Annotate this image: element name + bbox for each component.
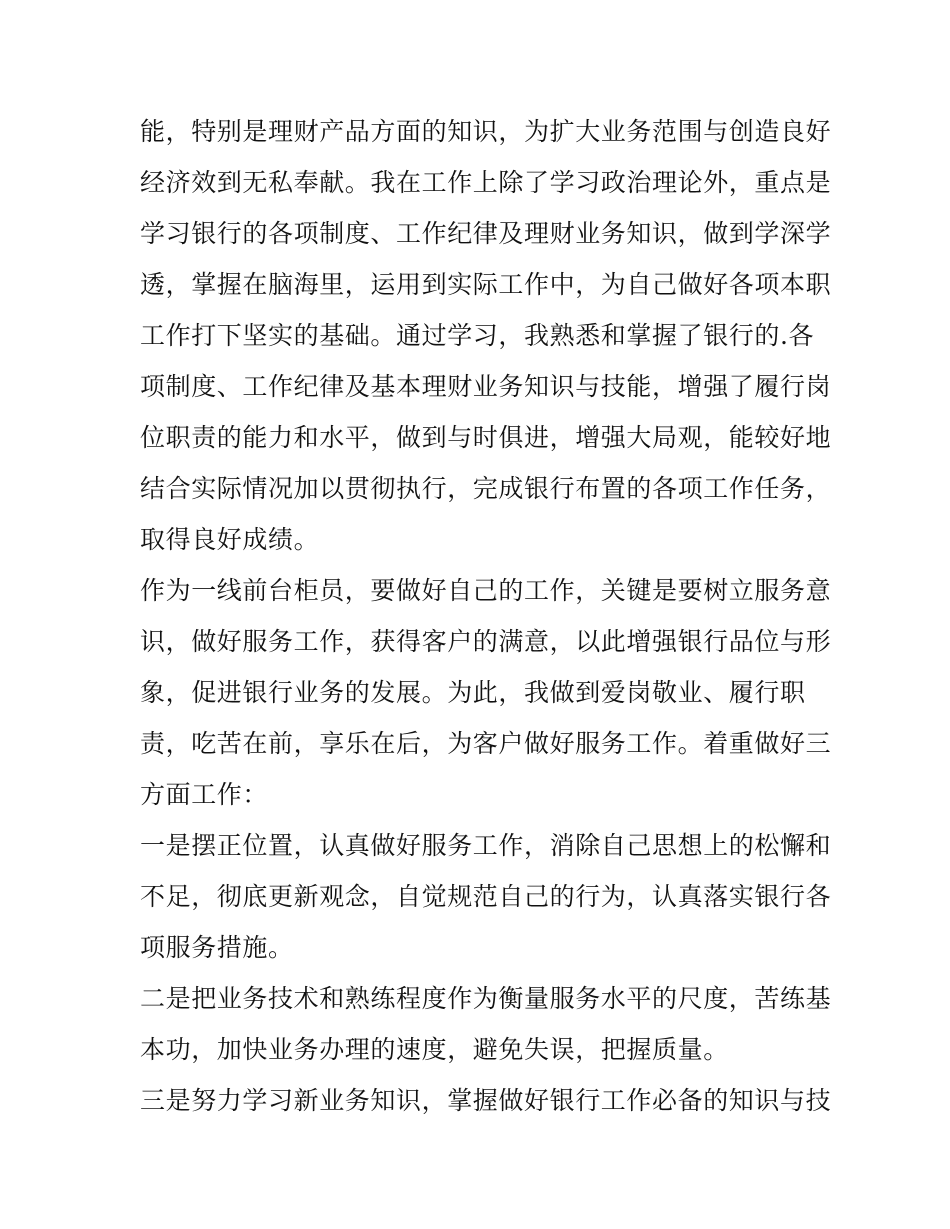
text-line: 取得良好成绩。 — [140, 525, 320, 554]
paragraph-point-three — [140, 1075, 832, 1126]
text-line: 透，掌握在脑海里，运用到实际工作中，为自己做好各项本职 — [140, 270, 832, 299]
paragraph-point-two — [140, 973, 832, 1075]
text-line: 项服务措施。 — [140, 933, 294, 962]
text-line: 方面工作： — [140, 780, 269, 809]
paragraph-study — [140, 106, 832, 565]
text-line: 学习银行的各项制度、工作纪律及理财业务知识，做到学深学 — [140, 219, 832, 248]
text-line: 项制度、工作纪律及基本理财业务知识与技能，增强了履行岗 — [140, 372, 832, 401]
paragraph-point-one — [140, 820, 832, 973]
text-line: 责，吃苦在前，享乐在后，为客户做好服务工作。着重做好三 — [140, 729, 832, 758]
text-line: 一是摆正位置，认真做好服务工作，消除自己思想上的松懈和 — [140, 831, 832, 860]
text-line: 工作打下坚实的基础。通过学习，我熟悉和掌握了银行的.各 — [140, 321, 815, 350]
text-line: 本功，加快业务办理的速度，避免失误，把握质量。 — [140, 1035, 729, 1064]
text-line: 识，做好服务工作，获得客户的满意，以此增强银行品位与形 — [140, 627, 832, 656]
text-line: 三是努力学习新业务知识，掌握做好银行工作必备的知识与技 — [140, 1086, 832, 1115]
paragraph-service — [140, 565, 832, 820]
text-line: 结合实际情况加以贯彻执行，完成银行布置的各项工作任务， — [140, 474, 832, 503]
text-line: 二是把业务技术和熟练程度作为衡量服务水平的尺度，苦练基 — [140, 984, 832, 1013]
text-line: 能，特别是理财产品方面的知识，为扩大业务范围与创造良好 — [140, 117, 832, 146]
text-line: 象，促进银行业务的发展。为此，我做到爱岗敬业、履行职 — [140, 678, 806, 707]
document-body — [140, 106, 832, 1126]
text-line: 作为一线前台柜员，要做好自己的工作，关键是要树立服务意 — [140, 576, 832, 605]
text-line: 位职责的能力和水平，做到与时俱进，增强大局观，能较好地 — [140, 423, 832, 452]
text-line: 不足，彻底更新观念，自觉规范自己的行为，认真落实银行各 — [140, 882, 832, 911]
text-line: 经济效到无私奉献。我在工作上除了学习政治理论外，重点是 — [140, 168, 832, 197]
